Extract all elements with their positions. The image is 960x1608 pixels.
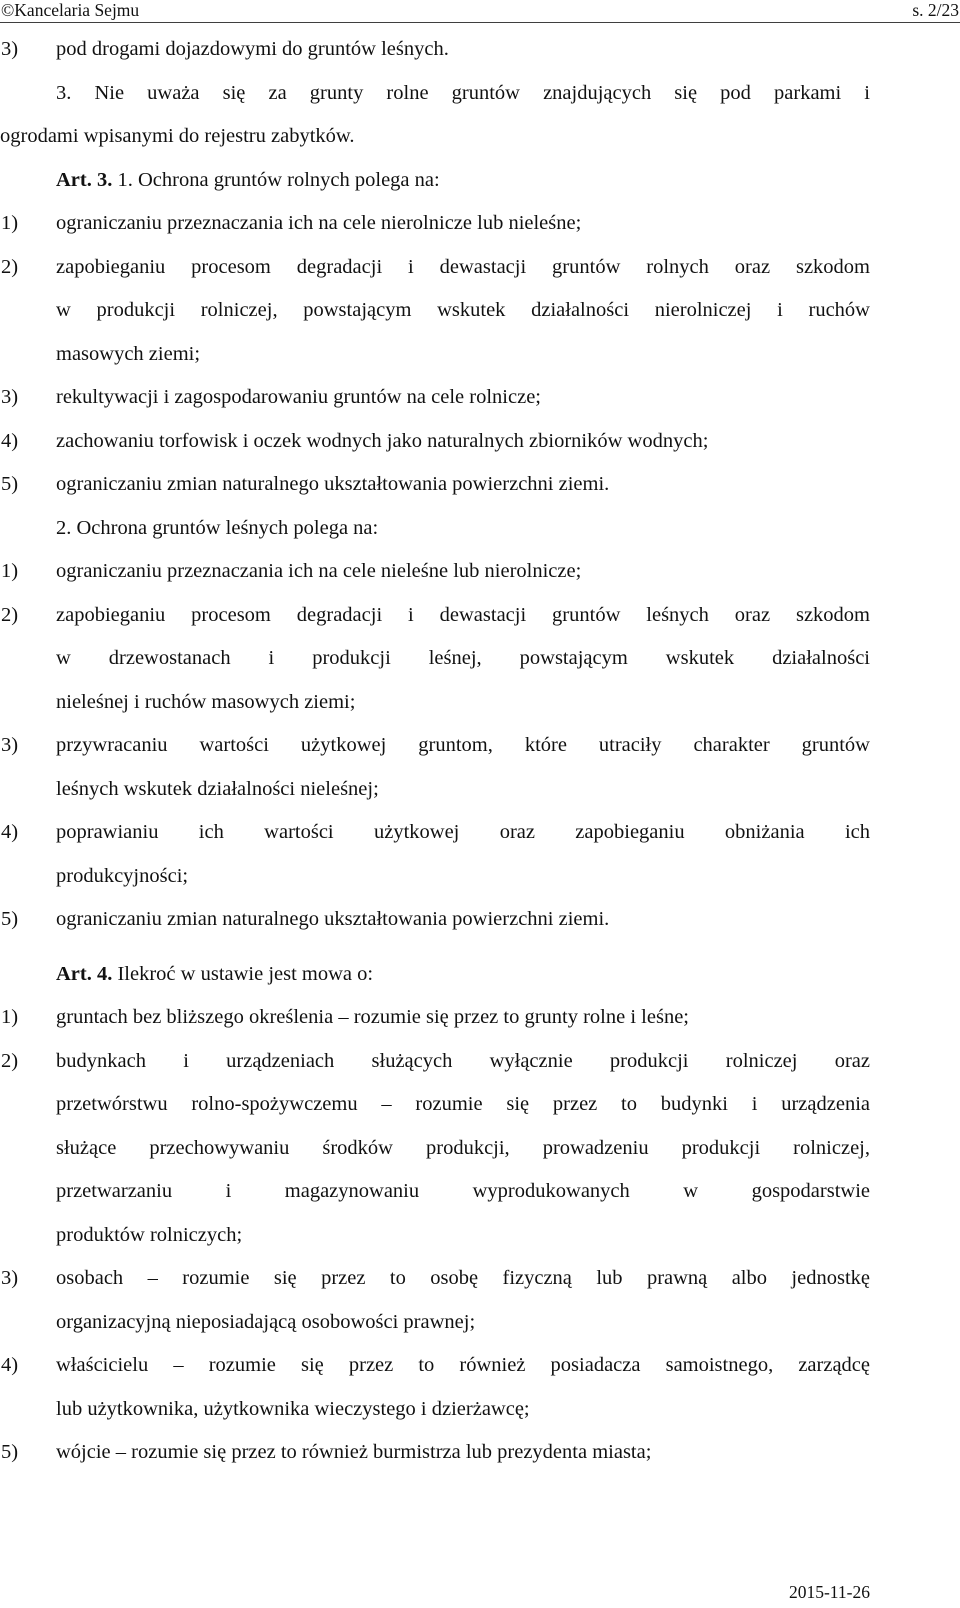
list-item-continuation	[0, 1214, 870, 1258]
list-item	[0, 202, 870, 246]
list-item-number: 5)	[1, 908, 19, 930]
list-item-text: zapobieganiu procesom degradacji i dewastacji gruntów rolnych oraz szkodom	[56, 255, 870, 278]
list-item-text: przywracaniu wartości użytkowej gruntom, które utraciły charakter gruntów	[56, 734, 870, 756]
list-item-number: 3)	[1, 1267, 19, 1289]
article-text: 1. Ochrona gruntów rolnych polega na:	[112, 168, 440, 191]
list-item-text: poprawianiu ich wartości użytkowej oraz zapobieganiu obniżania ich	[56, 821, 870, 843]
list-item-number: 4)	[1, 1354, 19, 1376]
paragraph-line: ogrodami wpisanymi do rejestru zabytków.	[0, 125, 355, 147]
list-item	[0, 28, 870, 72]
list-item-text: zapobieganiu procesom degradacji i dewastacji gruntów leśnych oraz szkodom	[56, 603, 870, 626]
list-item-text: nieleśnej i ruchów masowych ziemi;	[56, 690, 356, 713]
list-item-continuation	[0, 1170, 870, 1214]
list-item-continuation	[0, 1127, 870, 1171]
list-item-text: masowych ziemi;	[56, 342, 201, 365]
list-item-continuation	[0, 637, 870, 681]
list-item	[0, 594, 870, 638]
list-item	[0, 1040, 870, 1084]
paragraph-gap	[0, 942, 870, 953]
list-item-continuation	[0, 1301, 870, 1345]
page-header	[0, 0, 960, 23]
list-item-text: przetwórstwu rolno-spożywczemu – rozumie się przez to budynki i urządzenia	[56, 1093, 870, 1115]
list-item-number: 5)	[1, 1441, 19, 1463]
list-item-continuation	[0, 1083, 870, 1127]
list-item-text: służące przechowywaniu środków produkcji, prowadzeniu produkcji rolniczej,	[56, 1136, 870, 1159]
list-item	[0, 420, 870, 464]
list-item-number: 3)	[1, 734, 19, 756]
list-item	[0, 811, 870, 855]
list-item	[0, 996, 870, 1040]
list-item-number: 1)	[1, 212, 19, 234]
list-item	[0, 376, 870, 420]
list-item-number: 2)	[1, 1049, 19, 1072]
article-text: Ilekroć w ustawie jest mowa o:	[112, 962, 374, 985]
article-number: Art. 3.	[56, 168, 113, 191]
list-item-text: produktów rolniczych;	[56, 1223, 243, 1246]
list-item-number: 3)	[1, 38, 19, 60]
list-item-number: 1)	[1, 560, 19, 582]
list-item-text: ograniczaniu przeznaczania ich na cele nierolnicze lub nieleśne;	[56, 212, 582, 234]
list-item-text: wójcie – rozumie się przez to również burmistrza lub prezydenta miasta;	[56, 1441, 652, 1463]
list-item	[0, 246, 870, 290]
page-number: s. 2/23	[912, 0, 959, 20]
list-item-text: w produkcji rolniczej, powstającym wskutek działalności nierolniczej i ruchów	[56, 299, 870, 321]
list-item-text: ograniczaniu zmian naturalnego ukształtowania powierzchni ziemi.	[56, 473, 610, 495]
list-item-text: budynkach i urządzeniach służących wyłącznie produkcji rolniczej oraz	[56, 1049, 870, 1072]
list-item-continuation	[0, 681, 870, 725]
list-item-number: 1)	[1, 1006, 19, 1028]
document-date: 2015-11-26	[788, 1582, 870, 1602]
list-item-number: 4)	[1, 821, 19, 843]
list-item	[0, 550, 870, 594]
list-item-text: leśnych wskutek działalności nieleśnej;	[56, 777, 379, 800]
list-item	[0, 1257, 870, 1301]
list-item-text: rekultywacji i zagospodarowaniu gruntów na cele rolnicze;	[56, 386, 541, 408]
article-heading	[0, 159, 870, 203]
list-item-text: ograniczaniu przeznaczania ich na cele nieleśne lub nierolnicze;	[56, 560, 582, 582]
list-item	[0, 898, 870, 942]
list-item	[0, 724, 870, 768]
document-body	[0, 28, 870, 1475]
list-item-number: 4)	[1, 429, 19, 452]
list-item-text: produkcyjności;	[56, 864, 189, 887]
list-item-text: przetwarzaniu i magazynowaniu wyprodukowanych w gospodarstwie	[56, 1180, 870, 1202]
list-item-text: pod drogami dojazdowymi do gruntów leśnych.	[56, 38, 449, 60]
list-item-continuation	[0, 855, 870, 899]
list-item-text: lub użytkownika, użytkownika wieczystego i dzierżawcę;	[56, 1397, 530, 1420]
list-item	[0, 1344, 870, 1388]
list-item-text: właścicielu – rozumie się przez to również posiadacza samoistnego, zarządcę	[56, 1354, 870, 1376]
article-number: Art. 4.	[56, 962, 113, 985]
list-item-continuation	[0, 768, 870, 812]
list-item-text: organizacyjną nieposiadającą osobowości prawnej;	[56, 1310, 476, 1333]
paragraph-line: 2. Ochrona gruntów leśnych polega na:	[56, 516, 379, 539]
publisher-label: ©Kancelaria Sejmu	[1, 0, 140, 20]
list-item-number: 2)	[1, 255, 19, 278]
list-item	[0, 463, 870, 507]
article-heading	[0, 953, 870, 997]
list-item-text: zachowaniu torfowisk i oczek wodnych jako naturalnych zbiorników wodnych;	[56, 429, 709, 452]
list-item-text: gruntach bez bliższego określenia – rozumie się przez to grunty rolne i leśne;	[56, 1006, 689, 1028]
list-item-continuation	[0, 333, 870, 377]
list-item-text: osobach – rozumie się przez to osobę fizyczną lub prawną albo jednostkę	[56, 1267, 870, 1289]
list-item	[0, 1431, 870, 1475]
list-item-continuation	[0, 1388, 870, 1432]
list-item-number: 2)	[1, 603, 19, 626]
list-item-text: ograniczaniu zmian naturalnego ukształtowania powierzchni ziemi.	[56, 908, 610, 930]
list-item-number: 3)	[1, 386, 19, 408]
list-item-continuation	[0, 289, 870, 333]
paragraph-line: 3. Nie uważa się za grunty rolne gruntów znajdujących się pod parkami i	[56, 81, 870, 104]
list-item-text: w drzewostanach i produkcji leśnej, powstającym wskutek działalności	[56, 647, 870, 669]
list-item-number: 5)	[1, 473, 19, 495]
